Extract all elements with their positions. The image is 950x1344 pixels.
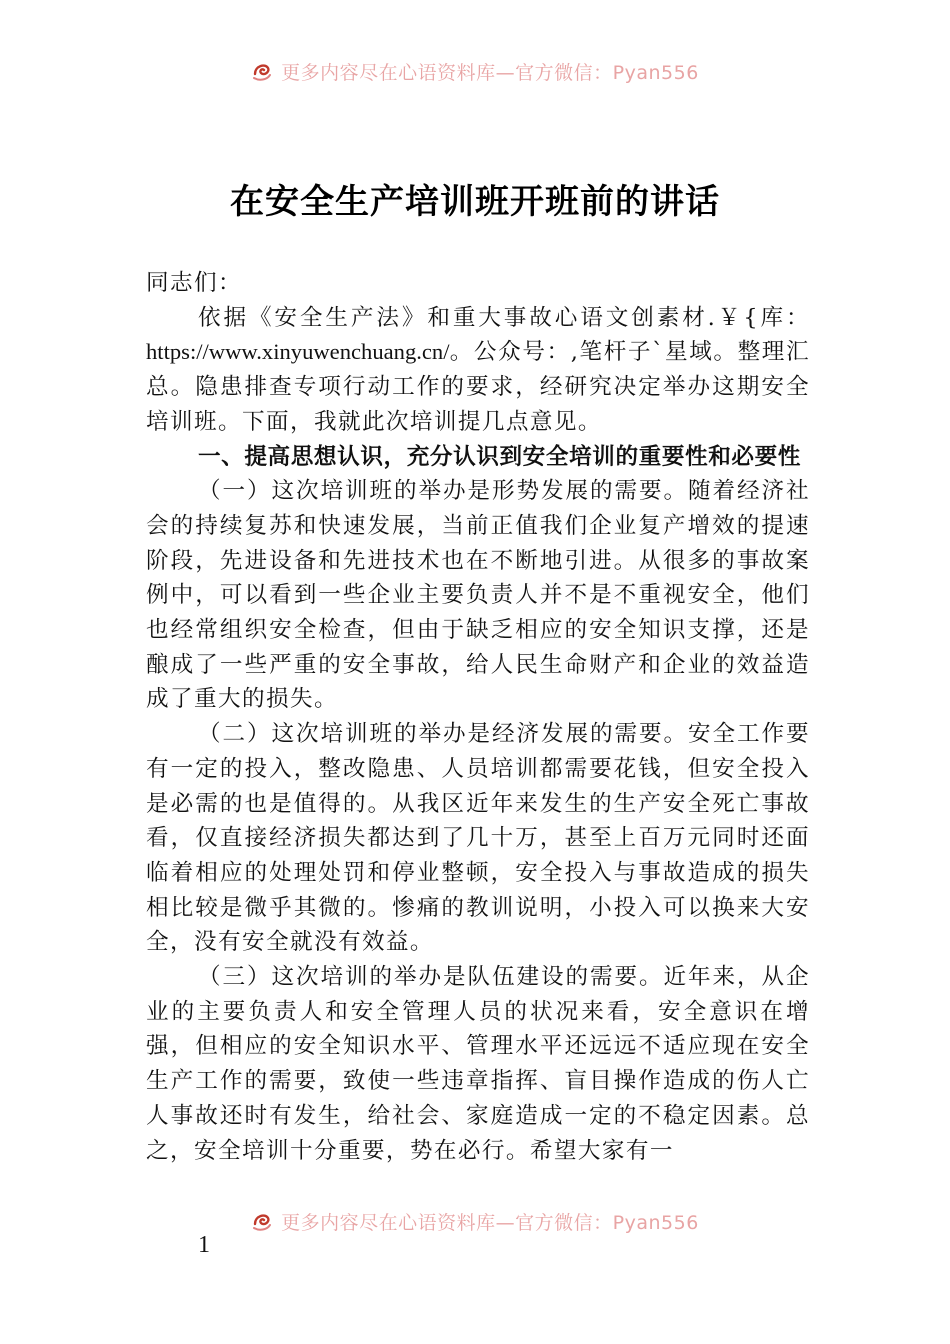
intro-text: 依据《安全生产法》和重大事故心语文创素材.￥{库： xyxy=(197,304,810,331)
intro-paragraph xyxy=(146,301,810,440)
document-title: 在安全生产培训班开班前的讲话 xyxy=(230,182,720,222)
section-heading-1: 一、提高思想认识，充分认识到安全培训的重要性和必要性 xyxy=(197,443,802,470)
paragraph-1 xyxy=(146,474,810,717)
paragraph-2 xyxy=(146,717,810,960)
paragraph-3-lead: （三）这次培训的举办是队伍建设的需要。 xyxy=(197,964,664,991)
paragraph-3-body: 近年来，从企业的主要负责人和安全管理人员的状况来看，安全意识在增强，但相应的安全知识水平、管理水平还远远不适应现在安全生产工作的需要，致使一些违章指挥、盲目操作造成的伤人亡人事故还时有发生，给社会、家庭造成一定的不稳定因素。总之，安全培训十分重要，势在必行。希望大家有一 xyxy=(146,964,810,1164)
paragraph-1-body: 随着经济社会的持续复苏和快速发展，当前正值我们企业复产增效的提速阶段，先进设备和先进技术也在不断地引进。从很多的事故案例中，可以看到一些企业主要负责人并不是不重视安全，他们也经常组织安全检查，但由于缺乏相应的安全知识支撑，还是酿成了一些严重的安全事故，给人民生命财产和企业的效益造成了重大的损失。 xyxy=(146,478,810,713)
page-number: 1 xyxy=(198,1232,210,1258)
swirl-logo-icon xyxy=(251,1210,273,1232)
salutation: 同志们： xyxy=(146,270,242,296)
paragraph-2-lead: （二）这次培训班的举办是经济发展的需要。 xyxy=(197,721,688,748)
document-body xyxy=(146,266,810,1168)
intro-text-continued: 。公众号：,笔杆子`星域。整理汇总。隐患排查专项行动工作的要求，经研究决定举办这期安全培训班。下面，我就此次培训提几点意见。 xyxy=(146,339,810,435)
swirl-logo-icon xyxy=(251,60,273,82)
footer-watermark xyxy=(0,1206,950,1236)
watermark-text: 更多内容尽在心语资料库—官方微信：Pyan556 xyxy=(281,1211,699,1234)
header-watermark xyxy=(0,56,950,86)
paragraph-2-body: 安全工作要有一定的投入，整改隐患、人员培训都需要花钱，但安全投入是必需的也是值得的。从我区近年来发生的生产安全死亡事故看，仅直接经济损失都达到了几十万，甚至上百万元同时还面临着相应的处理处罚和停业整顿，安全投入与事故造成的损失相比较是微乎其微的。惨痛的教训说明，小投入可以换来大安全，没有安全就没有效益。 xyxy=(146,721,810,956)
paragraph-3 xyxy=(146,960,810,1168)
watermark-text: 更多内容尽在心语资料库—官方微信：Pyan556 xyxy=(281,61,699,84)
paragraph-1-lead: （一）这次培训班的举办是形势发展的需要。 xyxy=(197,478,688,505)
intro-url: https://www.xinyuwenchuang.cn/ xyxy=(146,339,450,365)
